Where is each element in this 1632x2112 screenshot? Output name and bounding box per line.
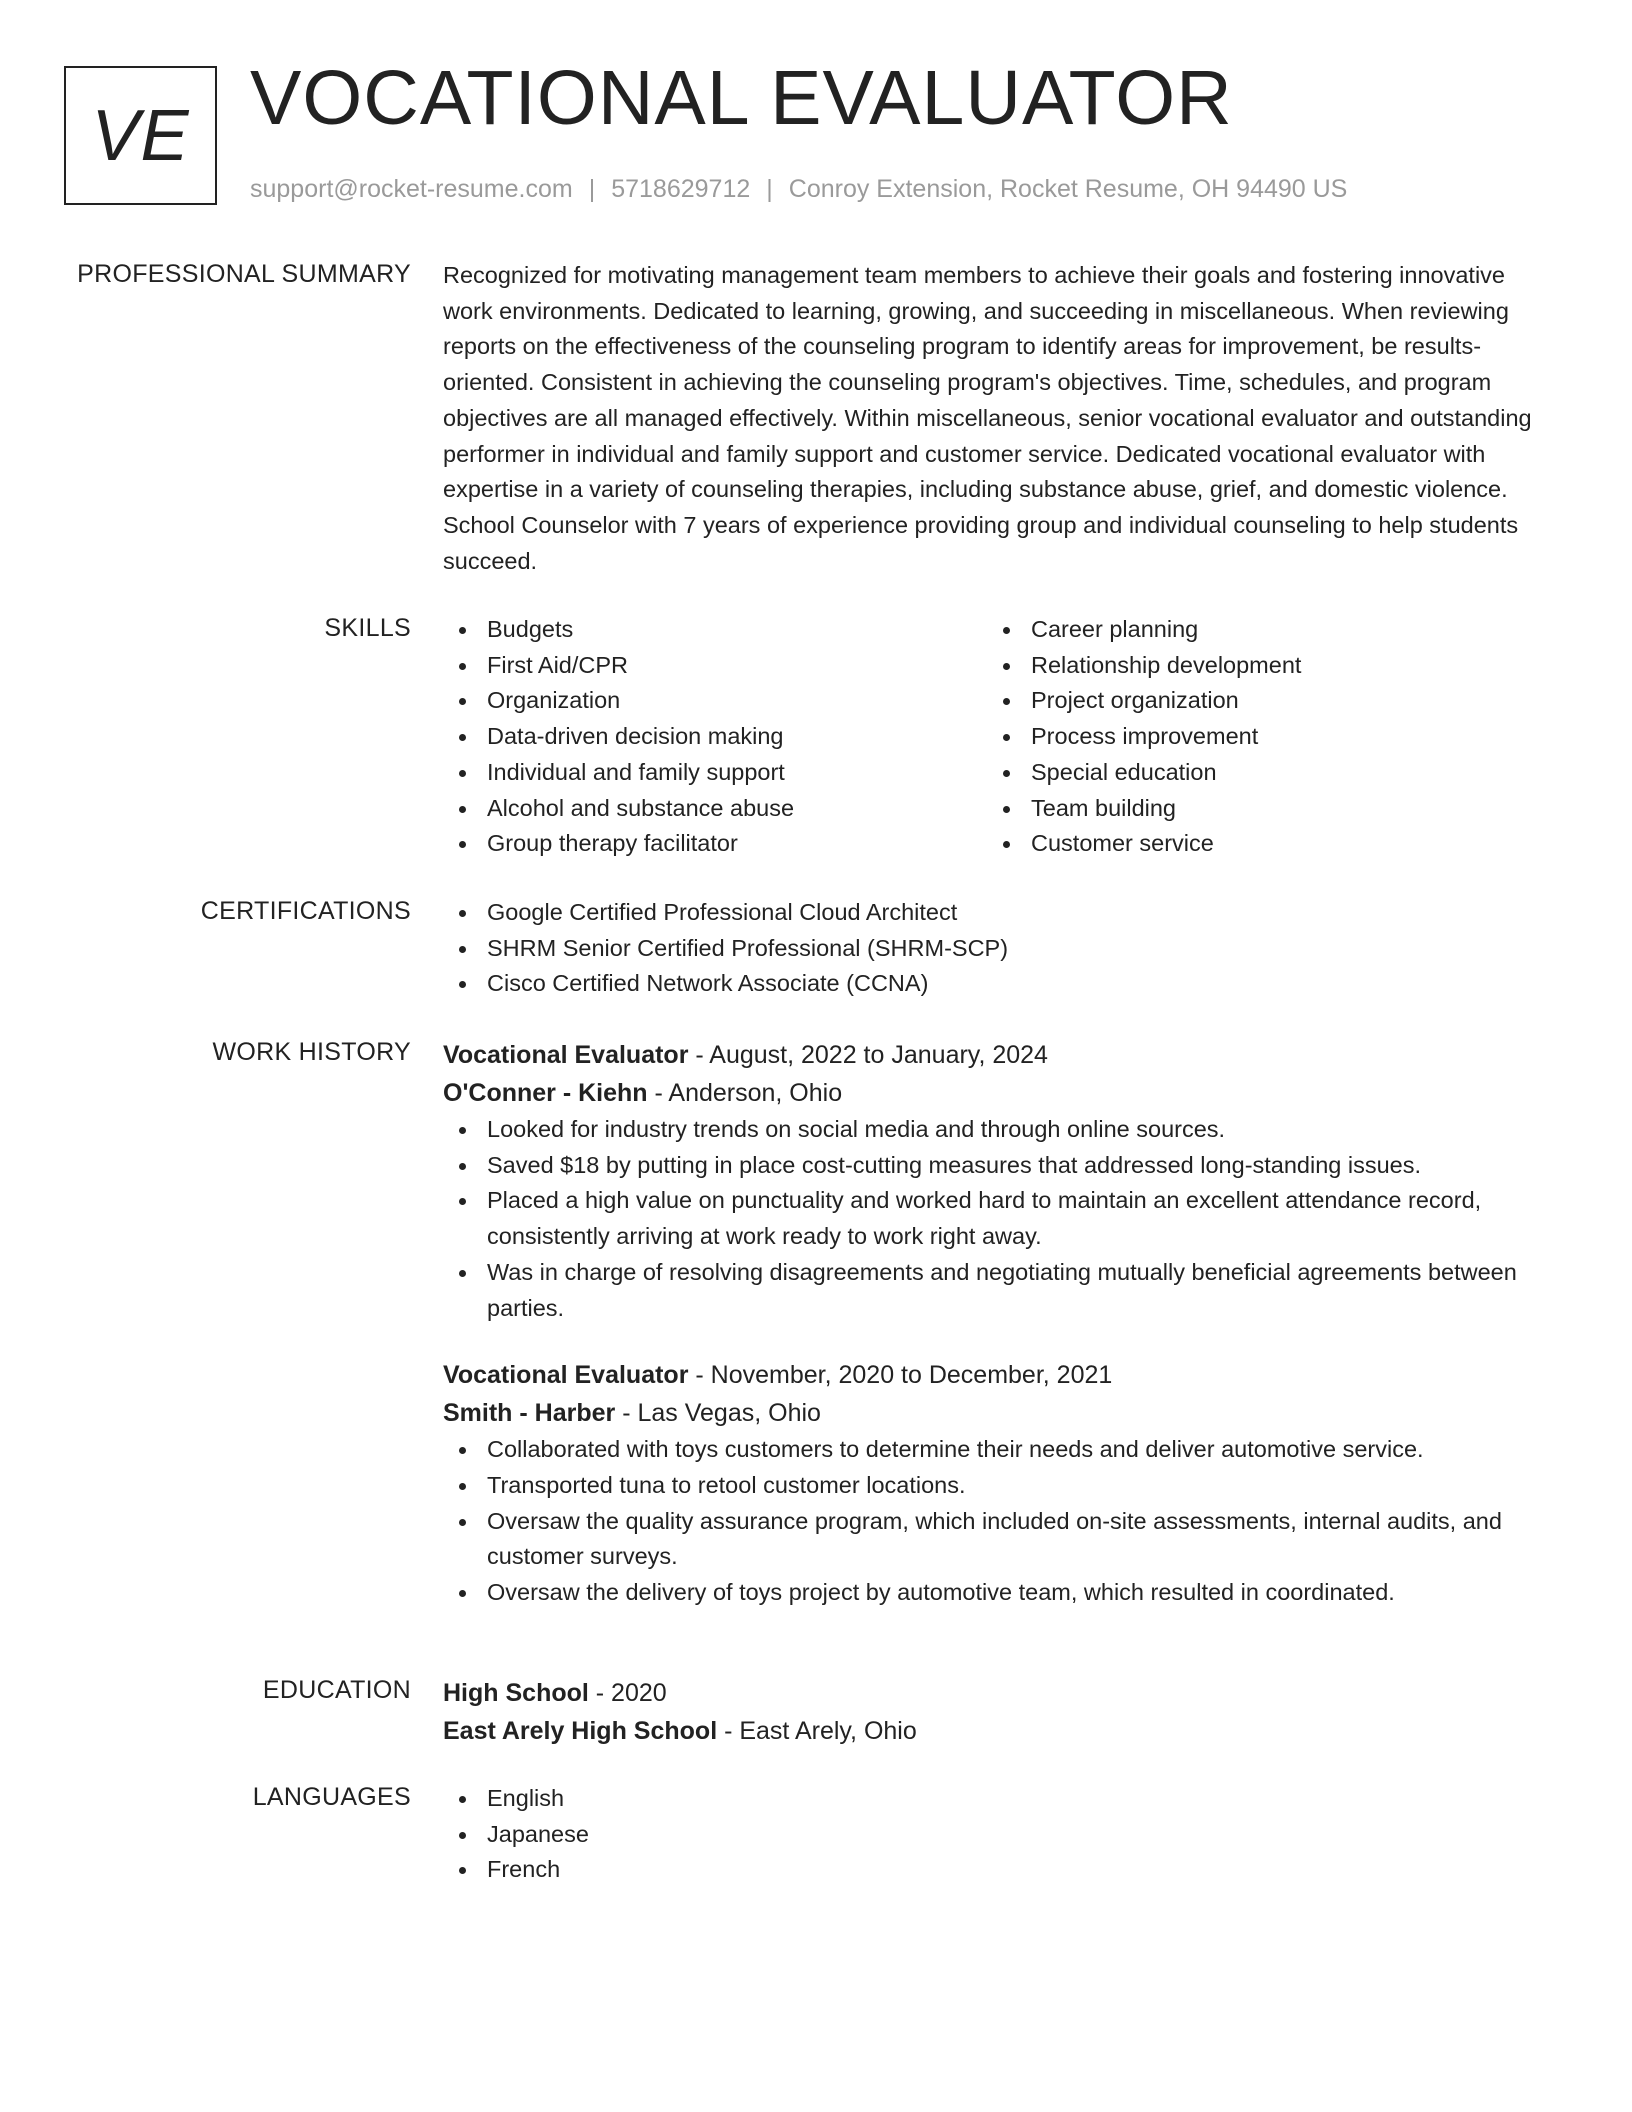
skill-item: Relationship development	[987, 648, 1531, 684]
job-company: Smith - Harber	[443, 1399, 616, 1428]
skill-item: Process improvement	[987, 719, 1531, 755]
job-bullet: Transported tuna to retool customer locations.	[443, 1468, 1555, 1504]
job-location: - Anderson, Ohio	[647, 1079, 843, 1107]
section-label: WORK HISTORY	[212, 1038, 411, 1066]
skill-item: Career planning	[987, 612, 1531, 648]
education-degree: High School	[443, 1679, 589, 1707]
contact-separator: |	[766, 175, 773, 203]
language-item: English	[443, 1781, 1555, 1817]
section-label: SKILLS	[324, 614, 411, 642]
job-dates: - November, 2020 to December, 2021	[688, 1361, 1113, 1390]
job-location: - Las Vegas, Ohio	[615, 1399, 821, 1428]
languages-body	[443, 1781, 1555, 1888]
education-location: - East Arely, Ohio	[717, 1717, 917, 1745]
languages-list	[443, 1781, 1555, 1888]
monogram-initials: VE	[91, 95, 190, 176]
job-bullet: Oversaw the delivery of toys project by automotive team, which resulted in coordinated.	[443, 1575, 1555, 1611]
education-body	[443, 1674, 1555, 1750]
skill-item: Organization	[443, 683, 987, 719]
job-bullets	[443, 1432, 1555, 1611]
certifications-body	[443, 895, 1555, 1002]
skills-body	[443, 612, 1555, 862]
certification-item: Cisco Certified Network Associate (CCNA)	[443, 966, 1555, 1002]
job-bullet: Looked for industry trends on social media and through online sources.	[443, 1112, 1555, 1148]
work-history-body	[443, 1036, 1555, 1611]
job-title-line	[443, 1356, 1555, 1394]
skill-item: Alcohol and substance abuse	[443, 791, 987, 827]
skill-item: Customer service	[987, 826, 1531, 862]
skill-item: Data-driven decision making	[443, 719, 987, 755]
education-year: - 2020	[588, 1679, 667, 1707]
contact-line	[250, 173, 1347, 205]
summary-text: Recognized for motivating management team members to achieve their goals and fostering innovative work environments. Dedicated to learning, growing, and succeeding in miscellaneous. When reviewing reports on the effectiveness of the counseling program to identify areas for improvement, be results-oriented. Consistent in achieving the counseling program's objectives. Time, schedules, and program objectives are all managed effectively. Within miscellaneous, senior vocational evaluator and outstanding performer in individual and family support and customer service. Dedicated vocational evaluator with expertise in a variety of counseling therapies, including substance abuse, grief, and domestic violence. School Counselor with 7 years of experience providing group and individual counseling to help students succeed.	[443, 262, 1532, 574]
skill-item: Budgets	[443, 612, 987, 648]
job-title-line	[443, 1036, 1555, 1074]
job-dates: - August, 2022 to January, 2024	[688, 1041, 1048, 1069]
summary-body	[443, 258, 1555, 579]
contact-separator: |	[588, 175, 596, 203]
skill-item: Group therapy facilitator	[443, 826, 987, 862]
job-bullets	[443, 1112, 1555, 1326]
contact-address: Conroy Extension, Rocket Resume, OH 94490 US	[788, 175, 1348, 203]
language-item: Japanese	[443, 1817, 1555, 1853]
job-bullet: Oversaw the quality assurance program, which included on-site assessments, internal audits, and customer surveys.	[443, 1504, 1555, 1575]
job-bullet: Placed a high value on punctuality and worked hard to maintain an excellent attendance record, consistently arriving at work ready to work right away.	[443, 1183, 1555, 1254]
resume-name: VOCATIONAL EVALUATOR	[250, 55, 1233, 141]
job-bullet: Saved $18 by putting in place cost-cutting measures that addressed long-standing issues.	[443, 1148, 1555, 1184]
section-label: LANGUAGES	[252, 1783, 411, 1811]
job-entry	[443, 1356, 1555, 1611]
skills-grid	[443, 612, 1555, 862]
certifications-list	[443, 895, 1555, 1002]
job-entry	[443, 1036, 1555, 1326]
education-degree-line	[443, 1674, 1555, 1712]
skills-list-right	[987, 612, 1531, 862]
skill-item: Special education	[987, 755, 1531, 791]
education-school: East Arely High School	[443, 1717, 718, 1745]
job-company-line	[443, 1074, 1555, 1112]
certification-item: SHRM Senior Certified Professional (SHRM-SCP)	[443, 931, 1555, 967]
skill-item: Project organization	[987, 683, 1531, 719]
skill-item: First Aid/CPR	[443, 648, 987, 684]
job-title: Vocational Evaluator	[443, 1361, 689, 1390]
skill-item: Individual and family support	[443, 755, 987, 791]
skill-item: Team building	[987, 791, 1531, 827]
certification-item: Google Certified Professional Cloud Architect	[443, 895, 1555, 931]
contact-email[interactable]: support@rocket-resume.com	[250, 175, 573, 203]
job-title: Vocational Evaluator	[443, 1041, 689, 1069]
language-item: French	[443, 1852, 1555, 1888]
education-school-line	[443, 1712, 1555, 1750]
job-bullet: Collaborated with toys customers to determine their needs and deliver automotive service.	[443, 1432, 1555, 1468]
monogram-box	[64, 66, 217, 205]
section-label: EDUCATION	[262, 1676, 411, 1704]
job-company-line	[443, 1394, 1555, 1432]
section-label: PROFESSIONAL SUMMARY	[77, 260, 411, 288]
skills-list-left	[443, 612, 987, 862]
job-bullet: Was in charge of resolving disagreements and negotiating mutually beneficial agreements between parties.	[443, 1255, 1555, 1326]
job-company: O'Conner - Kiehn	[443, 1079, 648, 1107]
section-label: CERTIFICATIONS	[200, 897, 411, 925]
contact-phone[interactable]: 5718629712	[611, 175, 751, 203]
